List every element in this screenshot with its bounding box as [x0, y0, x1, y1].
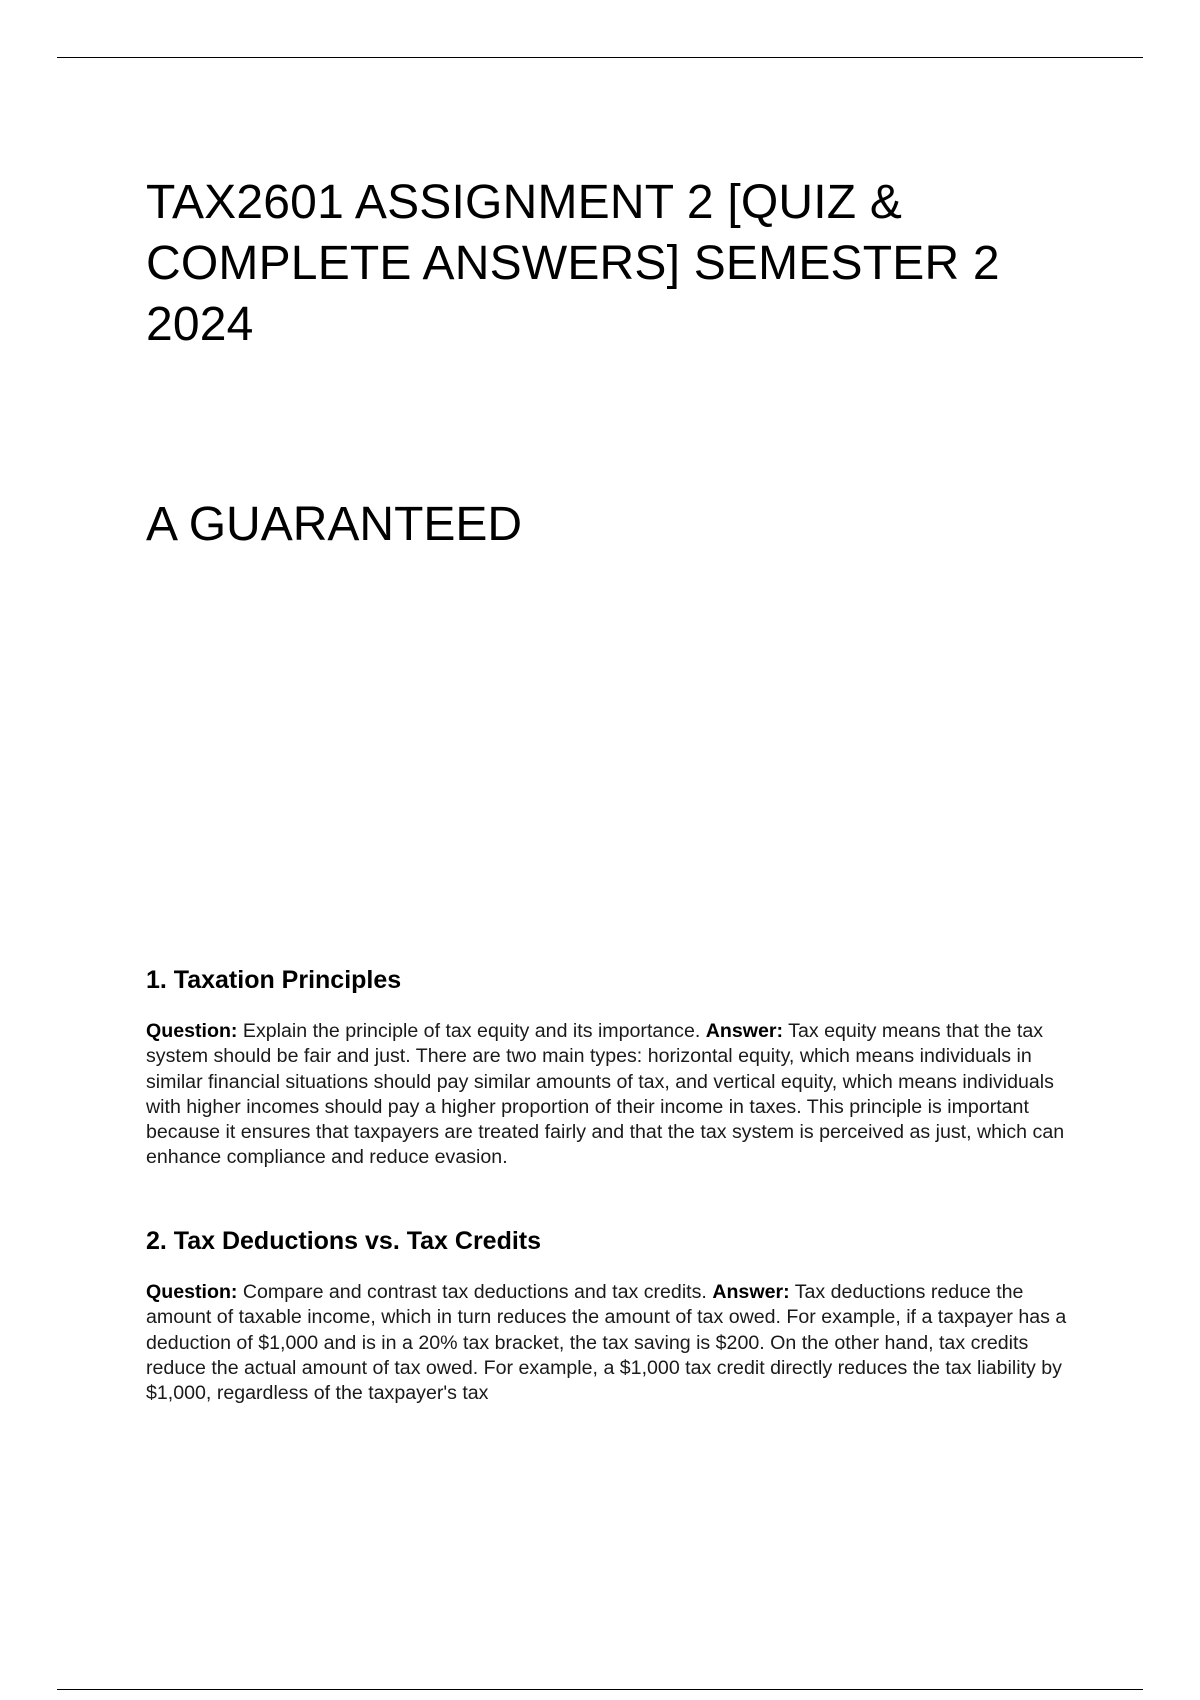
section-heading: 2. Tax Deductions vs. Tax Credits — [146, 1227, 542, 1255]
section-body — [146, 1280, 1071, 1406]
question-text: Explain the principle of tax equity and its importance. — [237, 1020, 706, 1042]
top-rule — [57, 57, 1143, 58]
question-label: Question: — [146, 1281, 238, 1303]
section-deductions-vs-credits — [146, 1225, 1071, 1406]
answer-text: Tax equity means that the tax system should be fair and just. There are two main types: horizontal equity, which means individuals in similar financial situations should pay similar amounts of tax, and vertical equity, which means individuals with higher incomes should pay a higher proportion of their income in taxes. This principle is important because it ensures that taxpayers are treated fairly and that the tax system is perceived as just, which can enhance compliance and reduce evasion. — [146, 1020, 1065, 1169]
bottom-rule — [57, 1689, 1143, 1690]
section-body — [146, 1019, 1071, 1171]
answer-label: Answer: — [712, 1281, 790, 1303]
document-subtitle: A GUARANTEED — [146, 498, 523, 551]
answer-text: Tax deductions reduce the amount of taxable income, which in turn reduces the amount of tax owed. For example, if a taxpayer has a deduction of $1,000 and is in a 20% tax bracket, the tax saving is $200. On the other hand, tax credits reduce the actual amount of tax owed. For example, a $1,000 tax credit directly reduces the tax liability by $1,000, regardless of the taxpayer's tax — [146, 1281, 1067, 1405]
question-label: Question: — [146, 1020, 238, 1042]
answer-label: Answer: — [705, 1020, 784, 1042]
document-title: TAX2601 ASSIGNMENT 2 [QUIZ & COMPLETE ANSWERS] SEMESTER 2 2024 — [146, 176, 1000, 351]
section-taxation-principles — [146, 964, 1071, 1171]
question-text: Compare and contrast tax deductions and tax credits. — [237, 1281, 713, 1303]
section-heading: 1. Taxation Principles — [146, 966, 402, 994]
